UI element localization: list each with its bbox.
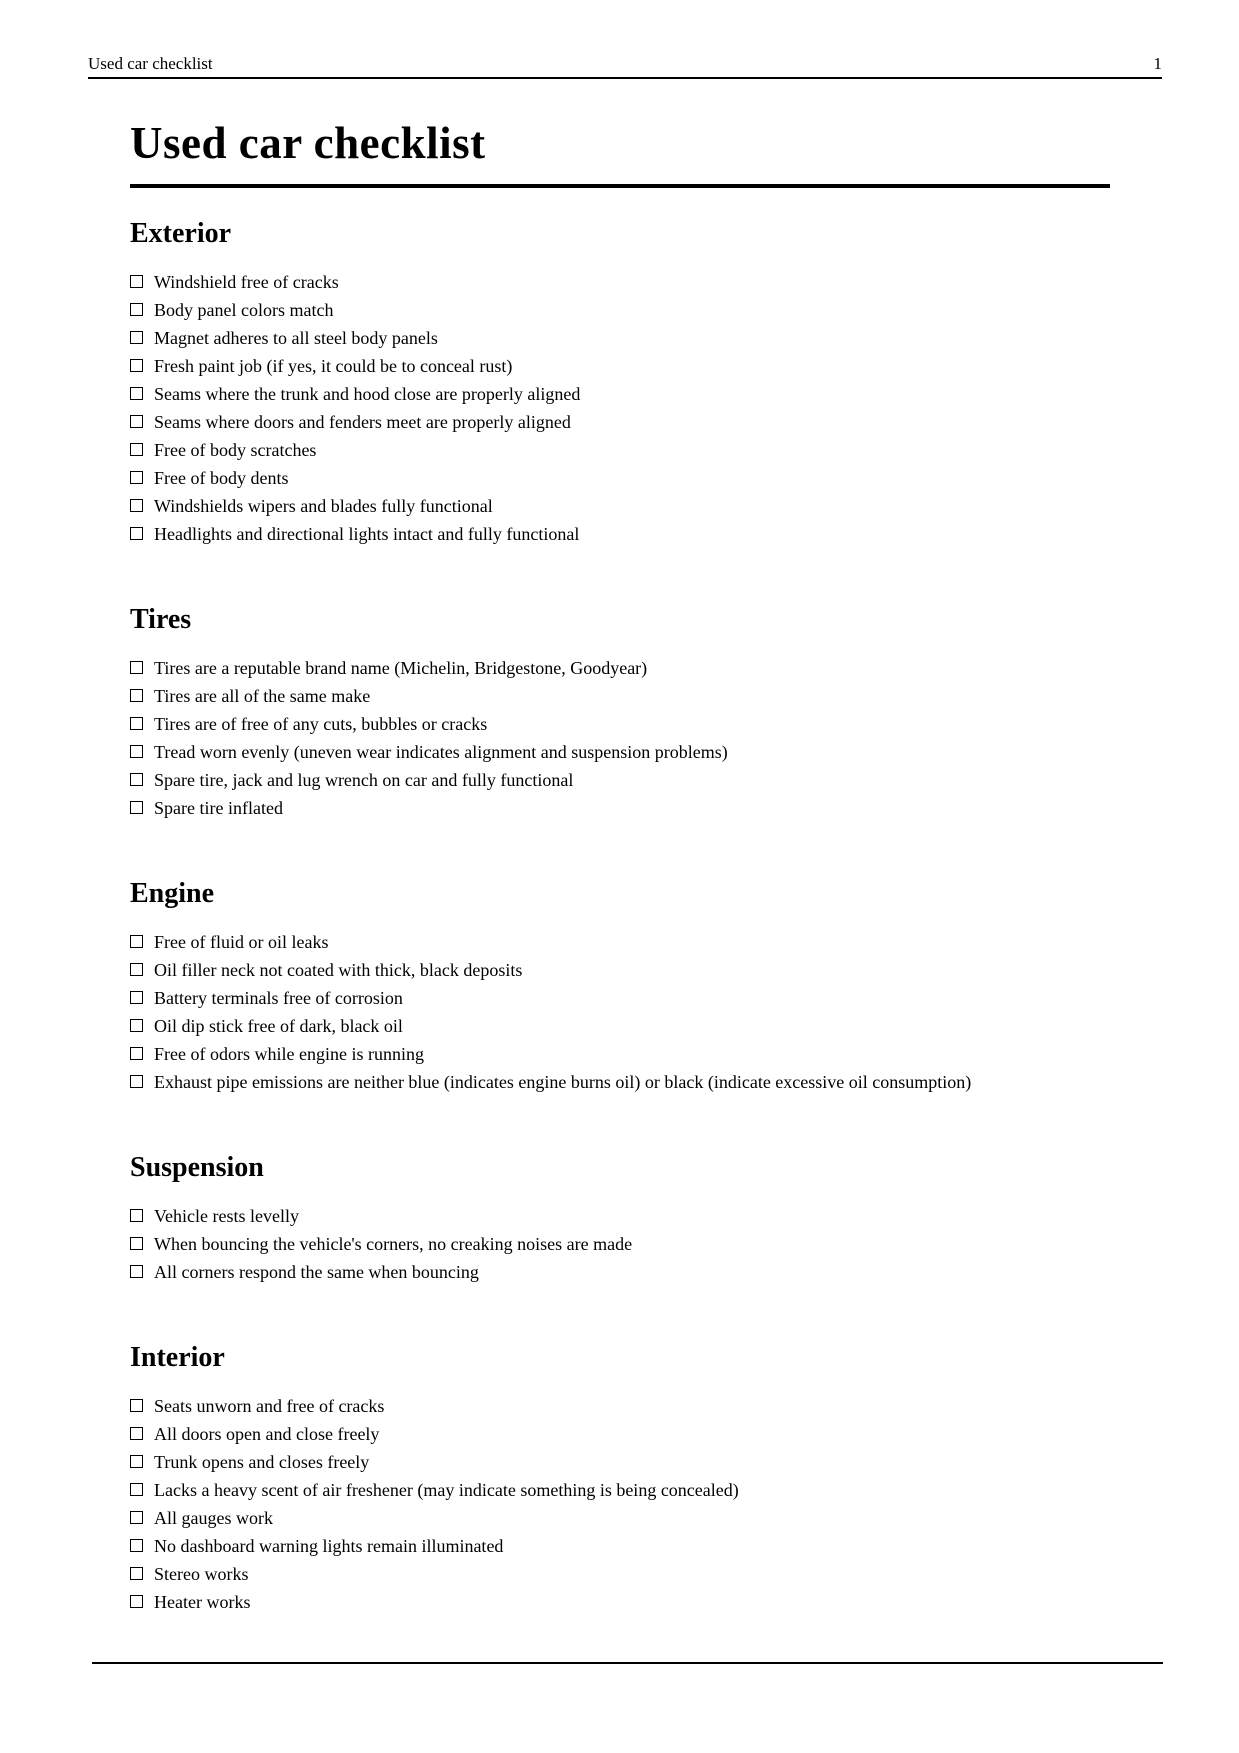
checklist-item-label: Spare tire, jack and lug wrench on car and fully functional bbox=[154, 770, 574, 790]
checklist-item bbox=[130, 710, 1110, 738]
footer-rule bbox=[92, 1662, 1163, 1664]
checklist-section bbox=[130, 1342, 1110, 1616]
checklist-item bbox=[130, 1012, 1110, 1040]
checkbox-unchecked-icon[interactable] bbox=[130, 1047, 143, 1060]
checkbox-unchecked-icon[interactable] bbox=[130, 773, 143, 786]
section-heading: Interior bbox=[130, 1342, 225, 1373]
checkbox-unchecked-icon[interactable] bbox=[130, 717, 143, 730]
checklist-item-label: Trunk opens and closes freely bbox=[154, 1452, 370, 1472]
checklist-item bbox=[130, 738, 1110, 766]
checklist-item bbox=[130, 1504, 1110, 1532]
checkbox-unchecked-icon[interactable] bbox=[130, 689, 143, 702]
checklist-item-label: Battery terminals free of corrosion bbox=[154, 988, 403, 1008]
checklist-item bbox=[130, 1068, 1110, 1096]
checklist-items bbox=[130, 1202, 1110, 1286]
checklist-item-label: Free of body dents bbox=[154, 468, 289, 488]
checklist-item-label: All corners respond the same when bouncing bbox=[154, 1262, 479, 1282]
checklist-section bbox=[130, 878, 1110, 1096]
checklist-item-label: Oil filler neck not coated with thick, black deposits bbox=[154, 960, 523, 980]
checklist-item bbox=[130, 928, 1110, 956]
checkbox-unchecked-icon[interactable] bbox=[130, 1595, 143, 1608]
checklist-item bbox=[130, 1258, 1110, 1286]
checklist-item-label: Lacks a heavy scent of air freshener (may indicate something is being concealed) bbox=[154, 1480, 739, 1500]
checkbox-unchecked-icon[interactable] bbox=[130, 359, 143, 372]
checklist-section bbox=[130, 1152, 1110, 1286]
checklist-items bbox=[130, 268, 1110, 548]
sections-container bbox=[130, 218, 1110, 1616]
checklist-item bbox=[130, 296, 1110, 324]
checklist-item-label: Tread worn evenly (uneven wear indicates alignment and suspension problems) bbox=[154, 742, 728, 762]
checklist-item-label: Free of fluid or oil leaks bbox=[154, 932, 329, 952]
checkbox-unchecked-icon[interactable] bbox=[130, 303, 143, 316]
section-heading: Exterior bbox=[130, 218, 232, 249]
checklist-item-label: Body panel colors match bbox=[154, 300, 334, 320]
checkbox-unchecked-icon[interactable] bbox=[130, 991, 143, 1004]
checklist-item bbox=[130, 380, 1110, 408]
checklist-item-label: Tires are a reputable brand name (Michelin, Bridgestone, Goodyear) bbox=[154, 658, 648, 678]
checklist-item-label: Spare tire inflated bbox=[154, 798, 283, 818]
checklist-item-label: No dashboard warning lights remain illuminated bbox=[154, 1536, 504, 1556]
checklist-item bbox=[130, 794, 1110, 822]
checklist-item bbox=[130, 520, 1110, 548]
checklist-item bbox=[130, 492, 1110, 520]
checkbox-unchecked-icon[interactable] bbox=[130, 661, 143, 674]
checklist-items bbox=[130, 928, 1110, 1096]
running-header bbox=[88, 54, 1162, 79]
checkbox-unchecked-icon[interactable] bbox=[130, 1483, 143, 1496]
checklist-item bbox=[130, 436, 1110, 464]
checklist-item bbox=[130, 324, 1110, 352]
checklist-item bbox=[130, 408, 1110, 436]
checklist-item bbox=[130, 1448, 1110, 1476]
checklist-item bbox=[130, 352, 1110, 380]
checklist-item-label: Exhaust pipe emissions are neither blue (indicates engine burns oil) or black (indicate excessive oil consumption) bbox=[154, 1072, 972, 1092]
checklist-item-label: All gauges work bbox=[154, 1508, 273, 1528]
page-number: 1 bbox=[1153, 54, 1162, 73]
checklist-item bbox=[130, 766, 1110, 794]
checklist-item bbox=[130, 654, 1110, 682]
checkbox-unchecked-icon[interactable] bbox=[130, 1075, 143, 1088]
checklist-item-label: Tires are of free of any cuts, bubbles or cracks bbox=[154, 714, 488, 734]
checklist-item-label: Windshields wipers and blades fully functional bbox=[154, 496, 493, 516]
checklist-item-label: Heater works bbox=[154, 1592, 251, 1612]
checklist-item-label: Seams where the trunk and hood close are properly aligned bbox=[154, 384, 581, 404]
checklist-item-label: Stereo works bbox=[154, 1564, 249, 1584]
checklist-item bbox=[130, 1230, 1110, 1258]
checkbox-unchecked-icon[interactable] bbox=[130, 499, 143, 512]
checklist-item-label: Vehicle rests levelly bbox=[154, 1206, 299, 1226]
checkbox-unchecked-icon[interactable] bbox=[130, 1427, 143, 1440]
section-heading: Tires bbox=[130, 604, 192, 635]
checkbox-unchecked-icon[interactable] bbox=[130, 387, 143, 400]
checkbox-unchecked-icon[interactable] bbox=[130, 1209, 143, 1222]
checkbox-unchecked-icon[interactable] bbox=[130, 331, 143, 344]
checklist-section bbox=[130, 218, 1110, 548]
checklist-item-label: Oil dip stick free of dark, black oil bbox=[154, 1016, 403, 1036]
checklist-item bbox=[130, 1560, 1110, 1588]
checklist-item-label: Fresh paint job (if yes, it could be to conceal rust) bbox=[154, 356, 513, 376]
checklist-item-label: Windshield free of cracks bbox=[154, 272, 339, 292]
checklist-item bbox=[130, 682, 1110, 710]
checklist-item bbox=[130, 1392, 1110, 1420]
checklist-item-label: Seats unworn and free of cracks bbox=[154, 1396, 385, 1416]
checklist-items bbox=[130, 654, 1110, 822]
section-heading: Suspension bbox=[130, 1152, 264, 1183]
checkbox-unchecked-icon[interactable] bbox=[130, 801, 143, 814]
checklist-section bbox=[130, 604, 1110, 822]
checklist-item bbox=[130, 1532, 1110, 1560]
checkbox-unchecked-icon[interactable] bbox=[130, 1539, 143, 1552]
checkbox-unchecked-icon[interactable] bbox=[130, 527, 143, 540]
checklist-item-label: All doors open and close freely bbox=[154, 1424, 380, 1444]
document-title: Used car checklist bbox=[130, 118, 486, 168]
checklist-item-label: Seams where doors and fenders meet are properly aligned bbox=[154, 412, 571, 432]
section-heading: Engine bbox=[130, 878, 215, 909]
checkbox-unchecked-icon[interactable] bbox=[130, 1399, 143, 1412]
checklist-item bbox=[130, 1040, 1110, 1068]
checklist-item bbox=[130, 1202, 1110, 1230]
checklist-item-label: Magnet adheres to all steel body panels bbox=[154, 328, 438, 348]
checkbox-unchecked-icon[interactable] bbox=[130, 1265, 143, 1278]
checkbox-unchecked-icon[interactable] bbox=[130, 963, 143, 976]
checklist-item bbox=[130, 1476, 1110, 1504]
checklist-items bbox=[130, 1392, 1110, 1616]
title-rule bbox=[130, 184, 1110, 188]
checkbox-unchecked-icon[interactable] bbox=[130, 1455, 143, 1468]
checkbox-unchecked-icon[interactable] bbox=[130, 471, 143, 484]
checklist-item bbox=[130, 464, 1110, 492]
checkbox-unchecked-icon[interactable] bbox=[130, 443, 143, 456]
checklist-item bbox=[130, 268, 1110, 296]
checkbox-unchecked-icon[interactable] bbox=[130, 745, 143, 758]
checkbox-unchecked-icon[interactable] bbox=[130, 1511, 143, 1524]
checklist-item-label: When bouncing the vehicle's corners, no creaking noises are made bbox=[154, 1234, 633, 1254]
checkbox-unchecked-icon[interactable] bbox=[130, 1237, 143, 1250]
checkbox-unchecked-icon[interactable] bbox=[130, 935, 143, 948]
checklist-item-label: Free of odors while engine is running bbox=[154, 1044, 424, 1064]
checkbox-unchecked-icon[interactable] bbox=[130, 275, 143, 288]
checklist-item-label: Free of body scratches bbox=[154, 440, 317, 460]
checklist-item-label: Tires are all of the same make bbox=[154, 686, 371, 706]
running-header-title: Used car checklist bbox=[88, 54, 213, 73]
checkbox-unchecked-icon[interactable] bbox=[130, 1019, 143, 1032]
checklist-item bbox=[130, 984, 1110, 1012]
checklist-item bbox=[130, 956, 1110, 984]
checklist-item-label: Headlights and directional lights intact and fully functional bbox=[154, 524, 580, 544]
checklist-item bbox=[130, 1420, 1110, 1448]
checkbox-unchecked-icon[interactable] bbox=[130, 1567, 143, 1580]
checkbox-unchecked-icon[interactable] bbox=[130, 415, 143, 428]
checklist-item bbox=[130, 1588, 1110, 1616]
